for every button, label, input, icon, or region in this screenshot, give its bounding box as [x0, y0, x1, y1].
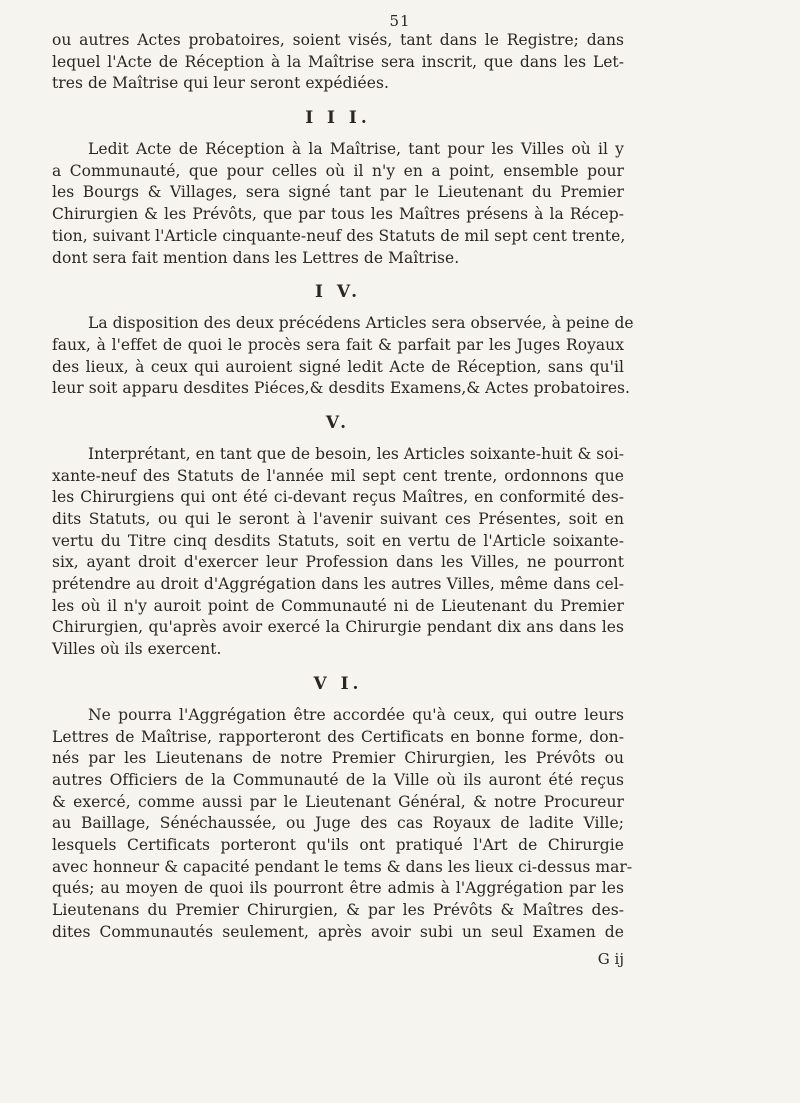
- article-heading-5: V.: [325, 412, 351, 433]
- text-line: Ledit Acte de Réception à la Maîtrise, tant pour les Villes où il y: [88, 140, 624, 159]
- text-line: La disposition des deux précédens Articles sera observée, à peine de: [88, 314, 634, 333]
- text-line: autres Officiers de la Communauté de la Ville où ils auront été reçus: [52, 770, 624, 789]
- article-heading-3: I I I.: [305, 108, 371, 129]
- page-number: 51: [389, 12, 411, 30]
- text-line: Ne pourra l'Aggrégation être accordée qu'à ceux, qui outre leurs: [88, 705, 624, 724]
- article-heading-4: I V.: [314, 282, 361, 303]
- text-line: les Bourgs & Villages, sera signé tant par le Lieutenant du Premier: [52, 183, 624, 202]
- text-line: au Baillage, Sénéchaussée, ou Juge des cas Royaux de ladite Ville;: [52, 814, 624, 833]
- text-line: Chirurgien, qu'après avoir exercé la Chirurgie pendant dix ans dans les: [52, 618, 624, 637]
- text-line: lesquels Certificats porteront qu'ils ont pratiqué l'Art de Chirurgie: [52, 835, 624, 854]
- text-line: Lieutenans du Premier Chirurgien, & par les Prévôts & Maîtres des-: [52, 901, 624, 919]
- article-heading-6: V I.: [313, 673, 363, 694]
- text-line: avec honneur & capacité pendant le tems & dans les lieux ci-dessus mar-: [52, 857, 633, 876]
- text-line: nés par les Lieutenans de notre Premier Chirurgien, les Prévôts ou: [52, 749, 624, 768]
- text-line: dits Statuts, ou qui le seront à l'avenir suivant ces Présentes, soit en: [52, 510, 624, 528]
- text-line: Villes où ils exercent.: [52, 640, 222, 659]
- text-line: & exercé, comme aussi par le Lieutenant Général, & notre Procureur: [52, 792, 624, 811]
- text-line: lequel l'Acte de Réception à la Maîtrise sera inscrit, que dans les Let-: [52, 52, 624, 71]
- catchword-signature: G ij: [597, 950, 624, 968]
- text-line: des lieux, à ceux qui auroient signé ledit Acte de Réception, sans qu'il: [52, 357, 624, 376]
- text-line: tres de Maîtrise qui leur seront expédiées.: [52, 74, 389, 93]
- text-line: qués; au moyen de quoi ils pourront être admis à l'Aggrégation par les: [52, 879, 624, 898]
- text-line: dites Communautés seulement, après avoir subi un seul Examen de: [52, 922, 624, 941]
- text-line: ou autres Actes probatoires, soient visés, tant dans le Registre; dans: [52, 31, 624, 49]
- text-line: tion, suivant l'Article cinquante-neuf des Statuts de mil sept cent trente,: [52, 226, 626, 245]
- text-line: leur soit apparu desdites Piéces,& desdits Examens,& Actes probatoires.: [52, 379, 631, 398]
- text-line: six, ayant droit d'exercer leur Profession dans les Villes, ne pourront: [52, 553, 624, 572]
- text-line: Chirurgien & les Prévôts, que par tous les Maîtres présens à la Récep-: [52, 205, 624, 224]
- text-line: a Communauté, que pour celles où il n'y en a point, ensemble pour: [52, 161, 624, 180]
- text-line: les où il n'y auroit point de Communauté ni de Lieutenant du Premier: [52, 596, 624, 615]
- text-line: xante-neuf des Statuts de l'année mil sept cent trente, ordonnons que: [52, 466, 624, 485]
- body-text: [52, 30, 634, 943]
- text-line: vertu du Titre cinq desdits Statuts, soit en vertu de l'Article soixante-: [52, 531, 624, 550]
- text-line: faux, à l'effet de quoi le procès sera fait & parfait par les Juges Royaux: [52, 335, 624, 354]
- text-line: Lettres de Maîtrise, rapporteront des Certificats en bonne forme, don-: [52, 727, 624, 746]
- text-line: dont sera fait mention dans les Lettres de Maîtrise.: [52, 248, 460, 267]
- text-line: les Chirurgiens qui ont été ci-devant reçus Maîtres, en conformité des-: [52, 488, 624, 507]
- text-line: Interprétant, en tant que de besoin, les Articles soixante-huit & soi-: [88, 444, 624, 463]
- text-line: prétendre au droit d'Aggrégation dans les autres Villes, même dans cel-: [52, 575, 624, 594]
